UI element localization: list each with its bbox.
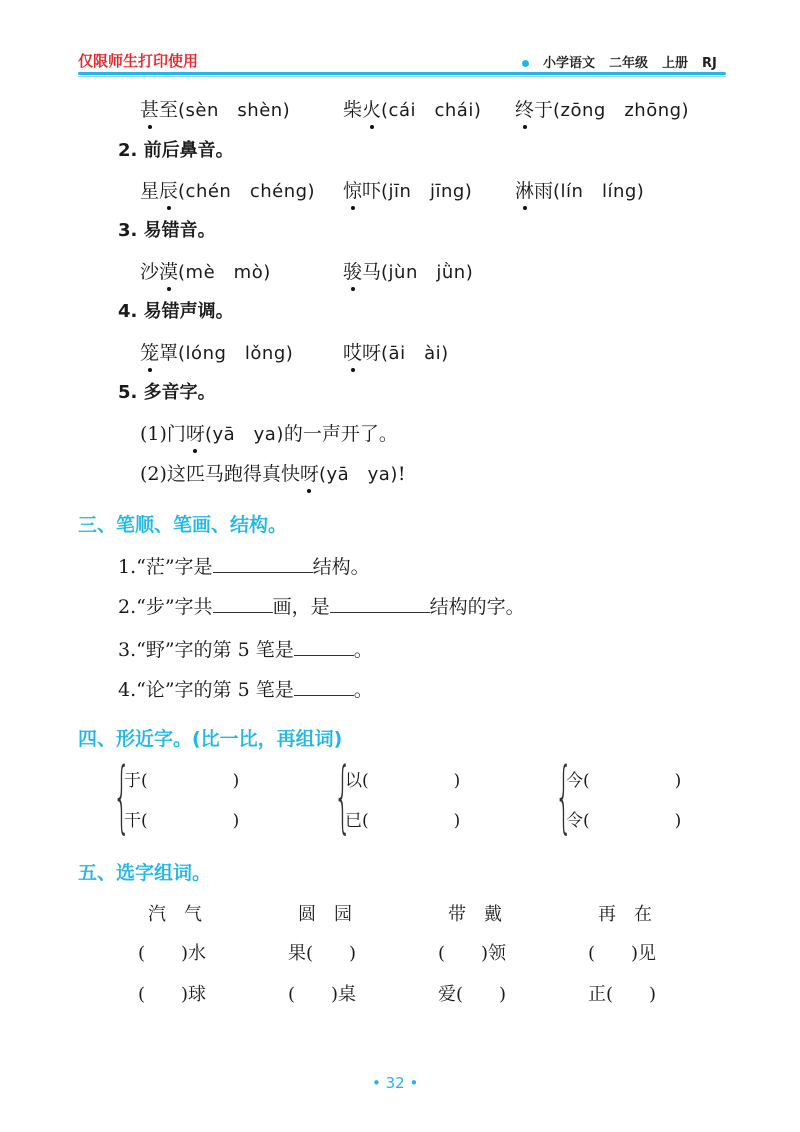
section-title: 五、选字组词。 — [78, 862, 212, 884]
pinyin-item: 甚至(sèn shèn) — [140, 95, 290, 122]
fill-word[interactable]: 果( ) — [288, 943, 357, 964]
word-pair-top: 以( ) — [345, 771, 461, 791]
char-choice: 汽 气 — [148, 904, 202, 925]
volume: 上册 — [662, 56, 689, 71]
fill-word[interactable]: ( )桌 — [288, 984, 357, 1005]
fill-word[interactable]: ( )领 — [438, 943, 507, 964]
section-title: 三、笔顺、笔画、结构。 — [78, 514, 288, 536]
brace-icon: { — [113, 752, 131, 842]
word-pair-top: 于( ) — [124, 771, 240, 791]
answer-blank[interactable] — [213, 554, 313, 573]
fill-word[interactable]: 正( ) — [588, 984, 657, 1005]
pinyin-item: 沙漠(mè mò) — [140, 257, 271, 284]
question: 4.“论”字的第 5 笔是 。 — [118, 679, 373, 701]
grade: 二年级 — [609, 56, 649, 71]
pinyin-item: 哎呀(āi ài) — [343, 338, 449, 365]
fill-word[interactable]: 爱( ) — [438, 984, 507, 1005]
pinyin-item: 骏马(jùn jǜn) — [343, 257, 473, 284]
pinyin-item: 淋雨(lín líng) — [515, 176, 644, 203]
subject: 小学语文 — [543, 56, 596, 71]
fill-word[interactable]: ( )见 — [588, 943, 657, 964]
header-divider-thin — [78, 76, 726, 77]
word-pair-bottom: 已( ) — [345, 811, 461, 831]
char-choice: 再 在 — [598, 904, 652, 925]
answer-blank[interactable] — [213, 594, 273, 613]
book-info — [522, 52, 717, 71]
word-pair-bottom: 令( ) — [566, 811, 682, 831]
word-pair-bottom: 干( ) — [124, 811, 240, 831]
answer-blank[interactable] — [294, 637, 354, 656]
pinyin-item: 笼罩(lóng lǒng) — [140, 338, 293, 365]
section-title: 四、形近字。(比一比，再组词) — [78, 728, 343, 750]
fill-word[interactable]: ( )球 — [138, 984, 207, 1005]
question: 2.“步”字共 画，是 结构的字。 — [118, 596, 525, 618]
char-choice: 圆 园 — [298, 904, 352, 925]
subheading: 3. 易错音。 — [118, 220, 216, 241]
question: 3.“野”字的第 5 笔是 。 — [118, 639, 373, 661]
edition: RJ — [702, 56, 717, 71]
fill-word[interactable]: ( )水 — [138, 943, 207, 964]
pinyin-item: 惊吓(jīn jīng) — [343, 176, 472, 203]
polyphone-sentence: (2)这匹马跑得真快呀(yā ya)! — [140, 459, 406, 486]
usage-notice: 仅限师生打印使用 — [78, 52, 199, 70]
question: 1.“茫”字是 结构。 — [118, 556, 370, 578]
brace-icon: { — [555, 752, 573, 842]
subheading: 4. 易错声调。 — [118, 301, 234, 322]
char-choice: 带 戴 — [448, 904, 502, 925]
header-divider — [78, 72, 726, 75]
pinyin-item: 柴火(cái chái) — [343, 95, 481, 122]
subheading: 5. 多音字。 — [118, 382, 216, 403]
bullet-icon — [522, 60, 529, 67]
brace-icon: { — [334, 752, 352, 842]
subheading: 2. 前后鼻音。 — [118, 140, 234, 161]
page-number: • 32 • — [372, 1074, 419, 1092]
pinyin-item: 星辰(chén chéng) — [140, 176, 315, 203]
answer-blank[interactable] — [294, 677, 354, 696]
answer-blank[interactable] — [330, 594, 430, 613]
pinyin-item: 终于(zōng zhōng) — [515, 95, 689, 122]
word-pair-top: 今( ) — [566, 771, 682, 791]
polyphone-sentence: (1)门呀(yā ya)的一声开了。 — [140, 419, 398, 446]
